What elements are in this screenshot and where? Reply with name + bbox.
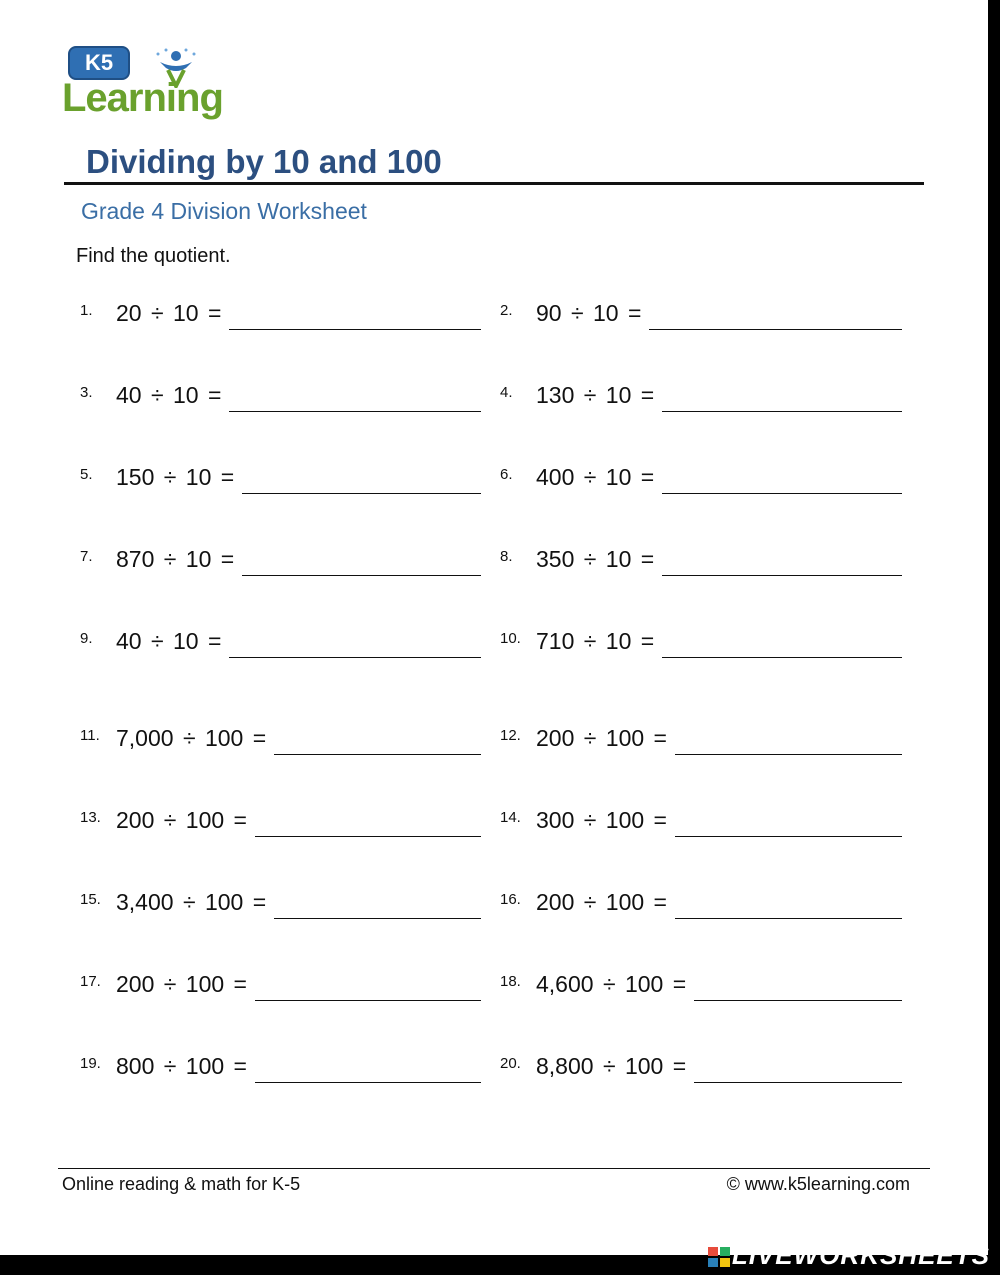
answer-line[interactable] bbox=[662, 575, 902, 576]
problem-number: 14. bbox=[500, 809, 521, 826]
problem-number: 10. bbox=[500, 630, 521, 647]
answer-line[interactable] bbox=[694, 1000, 902, 1001]
problem-expression: 200 ÷ 100 = bbox=[536, 889, 667, 915]
problem-expression: 300 ÷ 100 = bbox=[536, 807, 667, 833]
problem-number: 3. bbox=[80, 384, 93, 401]
answer-line[interactable] bbox=[649, 329, 902, 330]
answer-line[interactable] bbox=[242, 493, 481, 494]
problem-item bbox=[80, 628, 490, 668]
problem-item bbox=[80, 382, 490, 422]
page-title: Dividing by 10 and 100 bbox=[86, 143, 442, 180]
problem-expression: 710 ÷ 10 = bbox=[536, 628, 655, 654]
answer-line[interactable] bbox=[255, 836, 481, 837]
problem-item bbox=[500, 725, 910, 765]
answer-line[interactable] bbox=[242, 575, 481, 576]
liveworksheets-watermark bbox=[708, 1240, 990, 1271]
problem-number: 8. bbox=[500, 548, 513, 565]
answer-line[interactable] bbox=[662, 657, 902, 658]
liveworksheets-text: LIVEWORKSHEETS bbox=[731, 1240, 990, 1270]
problem-expression: 800 ÷ 100 = bbox=[116, 1053, 247, 1079]
answer-line[interactable] bbox=[274, 918, 481, 919]
problem-item bbox=[80, 971, 490, 1011]
problem-expression: 870 ÷ 10 = bbox=[116, 546, 235, 572]
problem-expression: 200 ÷ 100 = bbox=[116, 807, 247, 833]
problem-number: 16. bbox=[500, 891, 521, 908]
footer-divider bbox=[58, 1168, 930, 1169]
answer-line[interactable] bbox=[675, 754, 902, 755]
k5-learning-logo bbox=[62, 40, 242, 120]
answer-line[interactable] bbox=[675, 836, 902, 837]
footer-copyright: © www.k5learning.com bbox=[726, 1174, 910, 1194]
problem-item bbox=[80, 889, 490, 929]
problem-item bbox=[500, 628, 910, 668]
problem-number: 17. bbox=[80, 973, 101, 990]
answer-line[interactable] bbox=[229, 329, 481, 330]
problem-expression: 90 ÷ 10 = bbox=[536, 300, 642, 326]
problem-expression: 130 ÷ 10 = bbox=[536, 382, 655, 408]
problem-number: 7. bbox=[80, 548, 93, 565]
answer-line[interactable] bbox=[229, 657, 481, 658]
problem-number: 6. bbox=[500, 466, 513, 483]
problem-number: 15. bbox=[80, 891, 101, 908]
problem-number: 2. bbox=[500, 302, 513, 319]
problem-expression: 3,400 ÷ 100 = bbox=[116, 889, 267, 915]
problem-number: 18. bbox=[500, 973, 521, 990]
answer-line[interactable] bbox=[694, 1082, 902, 1083]
problem-item bbox=[80, 546, 490, 586]
problem-expression: 200 ÷ 100 = bbox=[116, 971, 247, 997]
problem-number: 12. bbox=[500, 727, 521, 744]
problem-item bbox=[80, 1053, 490, 1093]
problem-number: 11. bbox=[80, 727, 100, 744]
problem-number: 13. bbox=[80, 809, 101, 826]
instruction-text: Find the quotient. bbox=[76, 245, 231, 267]
problem-expression: 20 ÷ 10 = bbox=[116, 300, 222, 326]
problem-number: 1. bbox=[80, 302, 93, 319]
answer-line[interactable] bbox=[662, 411, 902, 412]
title-divider bbox=[64, 182, 924, 185]
problem-number: 20. bbox=[500, 1055, 521, 1072]
answer-line[interactable] bbox=[255, 1000, 481, 1001]
liveworksheets-logo-icon bbox=[708, 1247, 730, 1267]
problem-expression: 350 ÷ 10 = bbox=[536, 546, 655, 572]
page-subtitle: Grade 4 Division Worksheet bbox=[81, 198, 367, 224]
problem-item bbox=[500, 382, 910, 422]
problem-number: 4. bbox=[500, 384, 513, 401]
problem-item bbox=[500, 889, 910, 929]
problem-number: 5. bbox=[80, 466, 93, 483]
problem-item bbox=[80, 300, 490, 340]
problem-expression: 4,600 ÷ 100 = bbox=[536, 971, 687, 997]
problem-number: 19. bbox=[80, 1055, 101, 1072]
answer-line[interactable] bbox=[675, 918, 902, 919]
logo-badge: K5 bbox=[68, 46, 130, 80]
logo-word: Learning bbox=[62, 76, 223, 120]
problem-item bbox=[500, 300, 910, 340]
problem-item bbox=[500, 464, 910, 504]
problem-item bbox=[500, 546, 910, 586]
problem-expression: 40 ÷ 10 = bbox=[116, 382, 222, 408]
problem-expression: 7,000 ÷ 100 = bbox=[116, 725, 267, 751]
problem-item bbox=[500, 971, 910, 1011]
problem-expression: 150 ÷ 10 = bbox=[116, 464, 235, 490]
problem-expression: 200 ÷ 100 = bbox=[536, 725, 667, 751]
problem-item bbox=[500, 1053, 910, 1093]
problem-expression: 40 ÷ 10 = bbox=[116, 628, 222, 654]
problem-expression: 400 ÷ 10 = bbox=[536, 464, 655, 490]
problem-item bbox=[500, 807, 910, 847]
problem-item bbox=[80, 725, 490, 765]
answer-line[interactable] bbox=[255, 1082, 481, 1083]
problem-number: 9. bbox=[80, 630, 93, 647]
answer-line[interactable] bbox=[662, 493, 902, 494]
problem-item bbox=[80, 807, 490, 847]
problem-item bbox=[80, 464, 490, 504]
footer-tagline: Online reading & math for K-5 bbox=[62, 1174, 301, 1194]
answer-line[interactable] bbox=[229, 411, 481, 412]
problem-expression: 8,800 ÷ 100 = bbox=[536, 1053, 687, 1079]
answer-line[interactable] bbox=[274, 754, 481, 755]
